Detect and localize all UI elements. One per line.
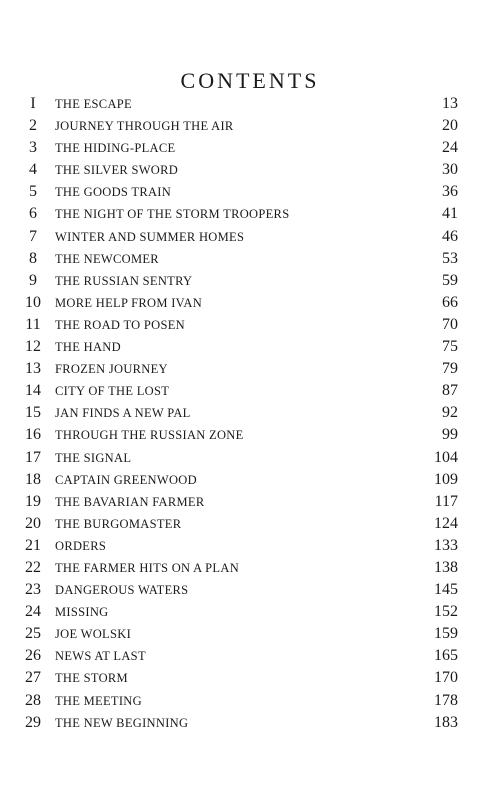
chapter-title: THE STORM (55, 671, 128, 686)
chapter-title: THE NEWCOMER (55, 251, 159, 266)
chapter-title: JOURNEY THROUGH THE AIR (55, 119, 234, 134)
chapter-number: 27 (25, 669, 41, 687)
chapter-page-number: 133 (434, 536, 458, 554)
toc-entry (18, 402, 458, 424)
table-of-contents (18, 93, 458, 734)
toc-entry (18, 623, 458, 645)
toc-entry (18, 667, 458, 689)
chapter-page-number: 30 (442, 161, 458, 179)
toc-entry (18, 557, 458, 579)
chapter-number: 22 (25, 558, 41, 576)
chapter-number: 23 (25, 581, 41, 599)
chapter-title: THE FARMER HITS ON A PLAN (55, 560, 240, 575)
chapter-number: 16 (25, 426, 41, 444)
chapter-number: 15 (25, 404, 41, 422)
chapter-title: CAPTAIN GREENWOOD (55, 472, 197, 487)
chapter-number: 18 (25, 470, 41, 488)
toc-entry (18, 601, 458, 623)
chapter-page-number: 36 (442, 183, 458, 201)
chapter-page-number: 75 (442, 338, 458, 356)
chapter-page-number: 46 (442, 227, 458, 245)
chapter-title: THE BURGOMASTER (55, 516, 182, 531)
toc-entry (18, 137, 458, 159)
chapter-page-number: 152 (434, 603, 458, 621)
chapter-page-number: 59 (442, 271, 458, 289)
toc-entry (18, 248, 458, 270)
chapter-page-number: 178 (434, 691, 458, 709)
chapter-number: 11 (25, 315, 41, 333)
toc-entry (18, 712, 458, 734)
page-title: CONTENTS (180, 68, 320, 93)
chapter-number: 25 (25, 625, 41, 643)
chapter-number: 8 (29, 249, 37, 267)
chapter-title: THE SILVER SWORD (55, 163, 179, 178)
chapter-page-number: 183 (434, 713, 458, 731)
toc-entry (18, 226, 458, 248)
chapter-number: I (30, 95, 36, 112)
chapter-title: JAN FINDS A NEW PAL (55, 406, 191, 421)
chapter-title: THE SIGNAL (55, 450, 132, 465)
toc-entry (18, 358, 458, 380)
chapter-number: 24 (25, 603, 41, 621)
toc-entry (18, 491, 458, 513)
chapter-page-number: 70 (442, 315, 458, 333)
chapter-title: THE HAND (55, 340, 121, 355)
chapter-number: 9 (29, 271, 37, 289)
toc-entry (18, 380, 458, 402)
toc-entry (18, 159, 458, 181)
chapter-page-number: 13 (442, 95, 458, 112)
chapter-title: JOE WOLSKI (55, 627, 132, 642)
toc-entry (18, 424, 458, 446)
chapter-page-number: 165 (434, 647, 458, 665)
chapter-page-number: 20 (442, 117, 458, 135)
toc-entry (18, 447, 458, 469)
chapter-page-number: 124 (434, 514, 458, 532)
toc-entry (18, 535, 458, 557)
chapter-title: THE BAVARIAN FARMER (55, 494, 205, 509)
chapter-number: 29 (25, 713, 41, 731)
chapter-page-number: 138 (434, 558, 458, 576)
chapter-title: NEWS AT LAST (55, 649, 146, 664)
toc-entry (18, 336, 458, 358)
toc-entry (18, 690, 458, 712)
chapter-number: 28 (25, 691, 41, 709)
toc-entry (18, 93, 458, 115)
toc-entry (18, 314, 458, 336)
chapter-page-number: 159 (434, 625, 458, 643)
toc-entry (18, 645, 458, 667)
chapter-title: MISSING (55, 605, 109, 620)
chapter-number: 6 (29, 205, 37, 223)
chapter-title: THE ESCAPE (55, 97, 132, 111)
chapter-page-number: 99 (442, 426, 458, 444)
chapter-page-number: 79 (442, 360, 458, 378)
chapter-title: FROZEN JOURNEY (55, 362, 168, 377)
toc-entry (18, 270, 458, 292)
chapter-number: 5 (29, 183, 37, 201)
toc-entry (18, 579, 458, 601)
chapter-page-number: 92 (442, 404, 458, 422)
chapter-page-number: 66 (442, 293, 458, 311)
chapter-page-number: 41 (442, 205, 458, 223)
chapter-page-number: 170 (434, 669, 458, 687)
chapter-title: WINTER AND SUMMER HOMES (55, 229, 245, 244)
chapter-page-number: 87 (442, 382, 458, 400)
toc-entry (18, 469, 458, 491)
chapter-title: THE NIGHT OF THE STORM TROOPERS (55, 207, 290, 222)
chapter-number: 3 (29, 139, 37, 157)
chapter-page-number: 109 (434, 470, 458, 488)
chapter-title: THE ROAD TO POSEN (55, 317, 185, 332)
chapter-title: THROUGH THE RUSSIAN ZONE (55, 428, 244, 443)
chapter-title: ORDERS (55, 538, 107, 553)
chapter-page-number: 24 (442, 139, 458, 157)
chapter-page-number: 117 (434, 492, 458, 510)
chapter-number: 4 (29, 161, 37, 179)
chapter-number: 13 (25, 360, 41, 378)
chapter-page-number: 145 (434, 581, 458, 599)
chapter-number: 14 (25, 382, 41, 400)
chapter-title: THE RUSSIAN SENTRY (55, 273, 193, 288)
toc-entry (18, 181, 458, 203)
toc-entry (18, 513, 458, 535)
chapter-title: THE HIDING-PLACE (55, 141, 176, 156)
chapter-number: 17 (25, 448, 41, 466)
chapter-number: 2 (29, 117, 37, 135)
chapter-title: CITY OF THE LOST (55, 384, 170, 399)
chapter-title: THE GOODS TRAIN (55, 185, 172, 200)
chapter-number: 20 (25, 514, 41, 532)
toc-entry (18, 203, 458, 225)
chapter-number: 21 (25, 536, 41, 554)
chapter-title: DANGEROUS WATERS (55, 583, 189, 598)
chapter-number: 19 (25, 492, 41, 510)
chapter-number: 7 (29, 227, 37, 245)
chapter-page-number: 53 (442, 249, 458, 267)
chapter-number: 12 (25, 338, 41, 356)
chapter-number: 10 (25, 293, 41, 311)
toc-entry (18, 115, 458, 137)
chapter-number: 26 (25, 647, 41, 665)
toc-entry (18, 292, 458, 314)
chapter-title: THE MEETING (55, 693, 142, 708)
chapter-page-number: 104 (434, 448, 458, 466)
chapter-title: THE NEW BEGINNING (55, 715, 189, 730)
chapter-title: MORE HELP FROM IVAN (55, 295, 203, 310)
